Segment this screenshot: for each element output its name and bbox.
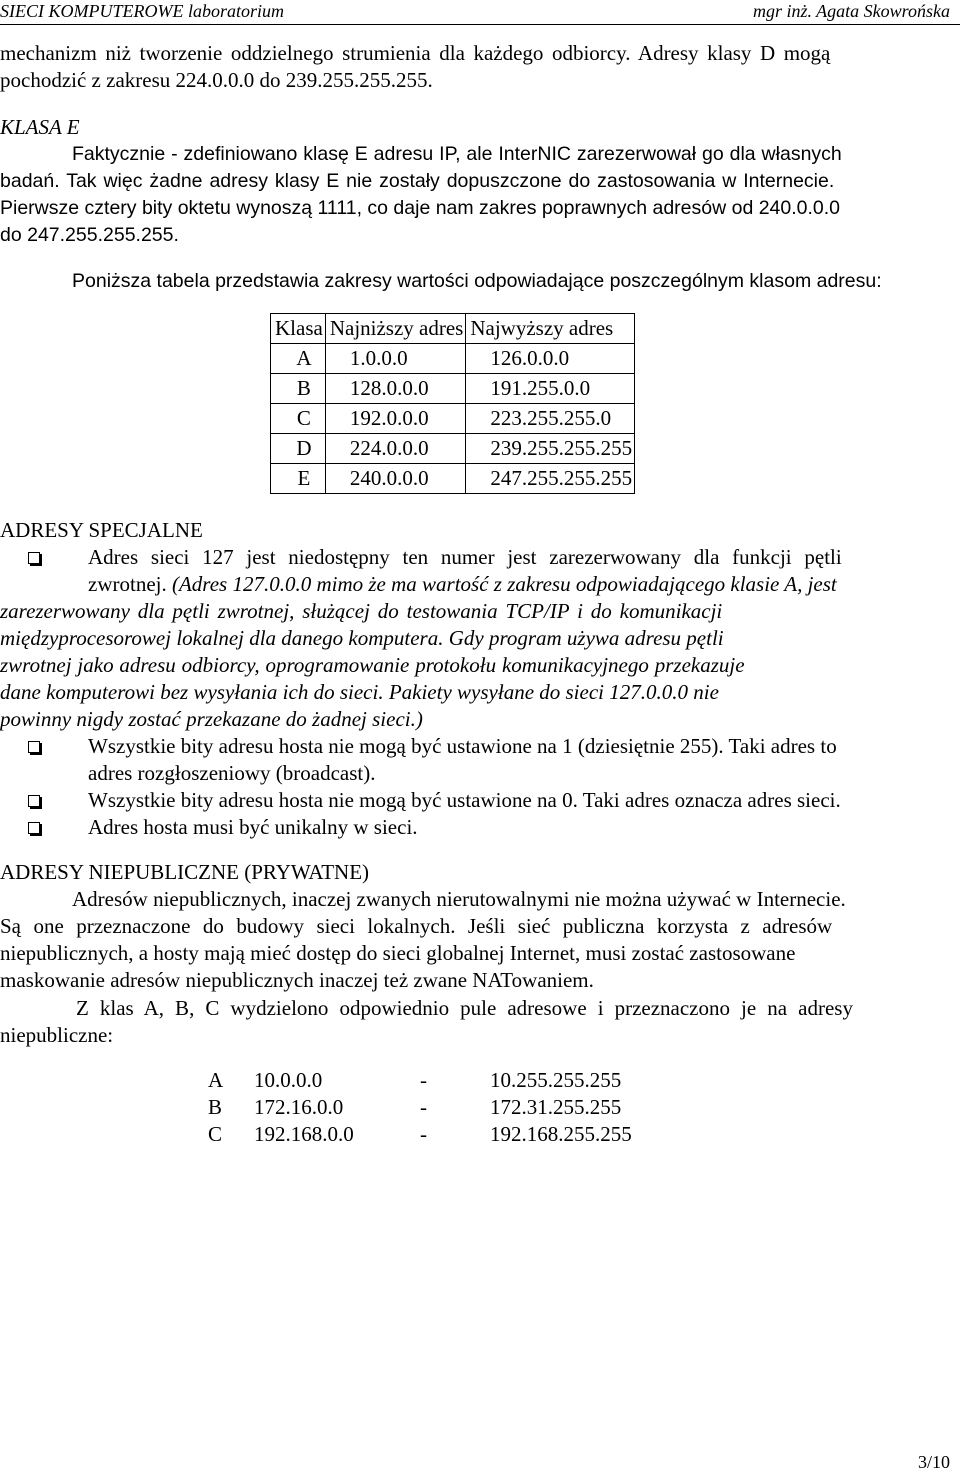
private-line: niepubliczne:	[0, 1023, 114, 1047]
table-cell: E	[271, 464, 326, 494]
table-cell: B	[271, 374, 326, 404]
list-item-line	[0, 679, 950, 706]
private-dash: -	[420, 1122, 427, 1146]
list-item-text-span: Pakiety wysyłane do sieci 127.0.0.0 nie	[388, 680, 719, 704]
private-start: 172.16.0.0	[254, 1095, 344, 1119]
list-item-text-span: Gdy program używa adresu pętli	[448, 626, 724, 650]
list-item-line: Adres hosta musi być unikalny w sieci.	[88, 815, 418, 839]
private-dash: -	[420, 1068, 427, 1092]
page-header	[0, 0, 960, 22]
private-start: 192.168.0.0	[254, 1122, 354, 1146]
table-cell: 224.0.0.0	[325, 434, 466, 464]
list-item-line: Wszystkie bity adresu hosta nie mogą być ustawione na 1 (dziesiętnie 255). Taki adres to	[88, 734, 837, 758]
list-item-line	[0, 571, 950, 598]
table-header-cell: Klasa	[271, 314, 326, 344]
list-item-line: Wszystkie bity adresu hosta nie mogą być ustawione na 0. Taki adres oznacza adres sieci.	[88, 788, 841, 812]
table-intro: Poniższa tabela przedstawia zakresy wartości odpowiadające poszczególnym klasom adresu:	[72, 270, 882, 292]
private-line: maskowanie adresów niepublicznych inaczej też zwane NATowaniem.	[0, 968, 594, 992]
intro-line: pochodzić z zakresu 224.0.0.0 do 239.255.255.255.	[0, 68, 433, 92]
special-heading: ADRESY SPECJALNE	[0, 518, 203, 542]
table-row	[271, 344, 635, 374]
square-bullet-icon	[28, 552, 40, 564]
table-cell: 192.0.0.0	[325, 404, 466, 434]
table-row	[271, 464, 635, 494]
table-cell: 239.255.255.255	[466, 434, 635, 464]
header-author: mgr inż. Agata Skowrońska	[752, 1, 950, 21]
table-cell: 1.0.0.0	[325, 344, 466, 374]
table-row	[271, 404, 635, 434]
private-heading: ADRESY NIEPUBLICZNE (PRYWATNE)	[0, 860, 370, 884]
table-cell: A	[271, 344, 326, 374]
class-e-line: do 247.255.255.255.	[0, 224, 179, 246]
private-end: 10.255.255.255	[490, 1068, 622, 1092]
intro-paragraph	[0, 40, 950, 94]
list-item-text	[88, 814, 950, 841]
table-header-row	[271, 314, 635, 344]
page-number: 3/10	[917, 1452, 950, 1472]
private-paragraph-2	[0, 995, 950, 1049]
square-bullet-icon	[28, 822, 40, 834]
class-e-line: Pierwsze cztery bity oktetu wynoszą 1111, co daje nam zakres poprawnych adresów od 240.0.0.0	[0, 197, 841, 219]
private-class: A	[208, 1068, 224, 1092]
table-header-cell: Najwyższy adres	[466, 314, 635, 344]
list-item-line: zarezerwowany dla pętli zwrotnej, służącej do testowania TCP/IP i do komunikacji	[0, 599, 723, 623]
header-course-title: SIECI KOMPUTEROWE laboratorium	[0, 1, 284, 21]
private-class: C	[208, 1122, 223, 1146]
list-item-text	[0, 544, 950, 733]
private-line: niepublicznych, a hosty mają mieć dostęp do sieci globalnej Internet, musi zostać zastosowane	[0, 941, 796, 965]
list-item-text	[88, 733, 950, 787]
list-item-text-span: międzyprocesorowej lokalnej dla danego komputera.	[0, 626, 449, 650]
class-e-section	[0, 114, 950, 249]
private-start: 10.0.0.0	[254, 1068, 323, 1092]
header-divider	[0, 24, 960, 25]
table-header-cell: Najniższy adres	[325, 314, 466, 344]
square-bullet-icon	[28, 741, 40, 753]
private-class: B	[208, 1095, 223, 1119]
table-cell: 223.255.255.0	[466, 404, 635, 434]
table-cell: 191.255.0.0	[466, 374, 635, 404]
private-line: Są one przeznaczone do budowy sieci lokalnych. Jeśli sieć publiczna korzysta z adresów	[0, 914, 833, 938]
table-cell: 240.0.0.0	[325, 464, 466, 494]
square-bullet-icon	[28, 795, 40, 807]
table-row	[271, 374, 635, 404]
list-item-text-span: zwrotnej.	[88, 572, 172, 596]
private-end: 172.31.255.255	[490, 1095, 622, 1119]
address-class-table	[270, 313, 635, 494]
list-item-line: adres rozgłoszeniowy (broadcast).	[88, 761, 376, 785]
private-paragraph-1	[0, 886, 950, 994]
list-item-text	[88, 787, 950, 814]
list-item-line: zwrotnej jako adresu odbiorcy, oprogramowanie protokołu komunikacyjnego przekazuje	[0, 653, 745, 677]
table-cell: 126.0.0.0	[466, 344, 635, 374]
table-row	[271, 434, 635, 464]
intro-line: mechanizm niż tworzenie oddzielnego strumienia dla każdego odbiorcy. Adresy klasy D mogą	[0, 41, 831, 65]
private-line: Adresów niepublicznych, inaczej zwanych nierutowalnymi nie można używać w Internecie.	[72, 887, 846, 911]
table-cell: 247.255.255.255	[466, 464, 635, 494]
list-item-line	[0, 625, 950, 652]
table-cell: C	[271, 404, 326, 434]
class-e-heading: KLASA E	[0, 115, 80, 139]
list-item-text-span: (Adres 127.0.0.0 mimo że ma wartość z zakresu odpowiadającego klasie A, jest	[171, 572, 837, 596]
private-dash: -	[420, 1095, 427, 1119]
table-cell: 128.0.0.0	[325, 374, 466, 404]
class-e-line: badań. Tak więc żadne adresy klasy E nie zostały dopuszczone do zastosowania w Internecie.	[0, 170, 835, 192]
private-line: Z klas A, B, C wydzielono odpowiednio pule adresowe i przeznaczono je na adresy	[76, 996, 853, 1020]
list-item-line: Adres sieci 127 jest niedostępny ten numer jest zarezerwowany dla funkcji pętli	[88, 545, 842, 569]
list-item-line: powinny nigdy zostać przekazane do żadnej sieci.)	[0, 707, 423, 731]
private-end: 192.168.255.255	[490, 1122, 632, 1146]
table-cell: D	[271, 434, 326, 464]
class-e-line: Faktycznie - zdefiniowano klasę E adresu IP, ale InterNIC zarezerwował go dla własnych	[72, 143, 842, 165]
list-item-text-span: dane komputerowi bez wysyłania ich do sieci.	[0, 680, 389, 704]
